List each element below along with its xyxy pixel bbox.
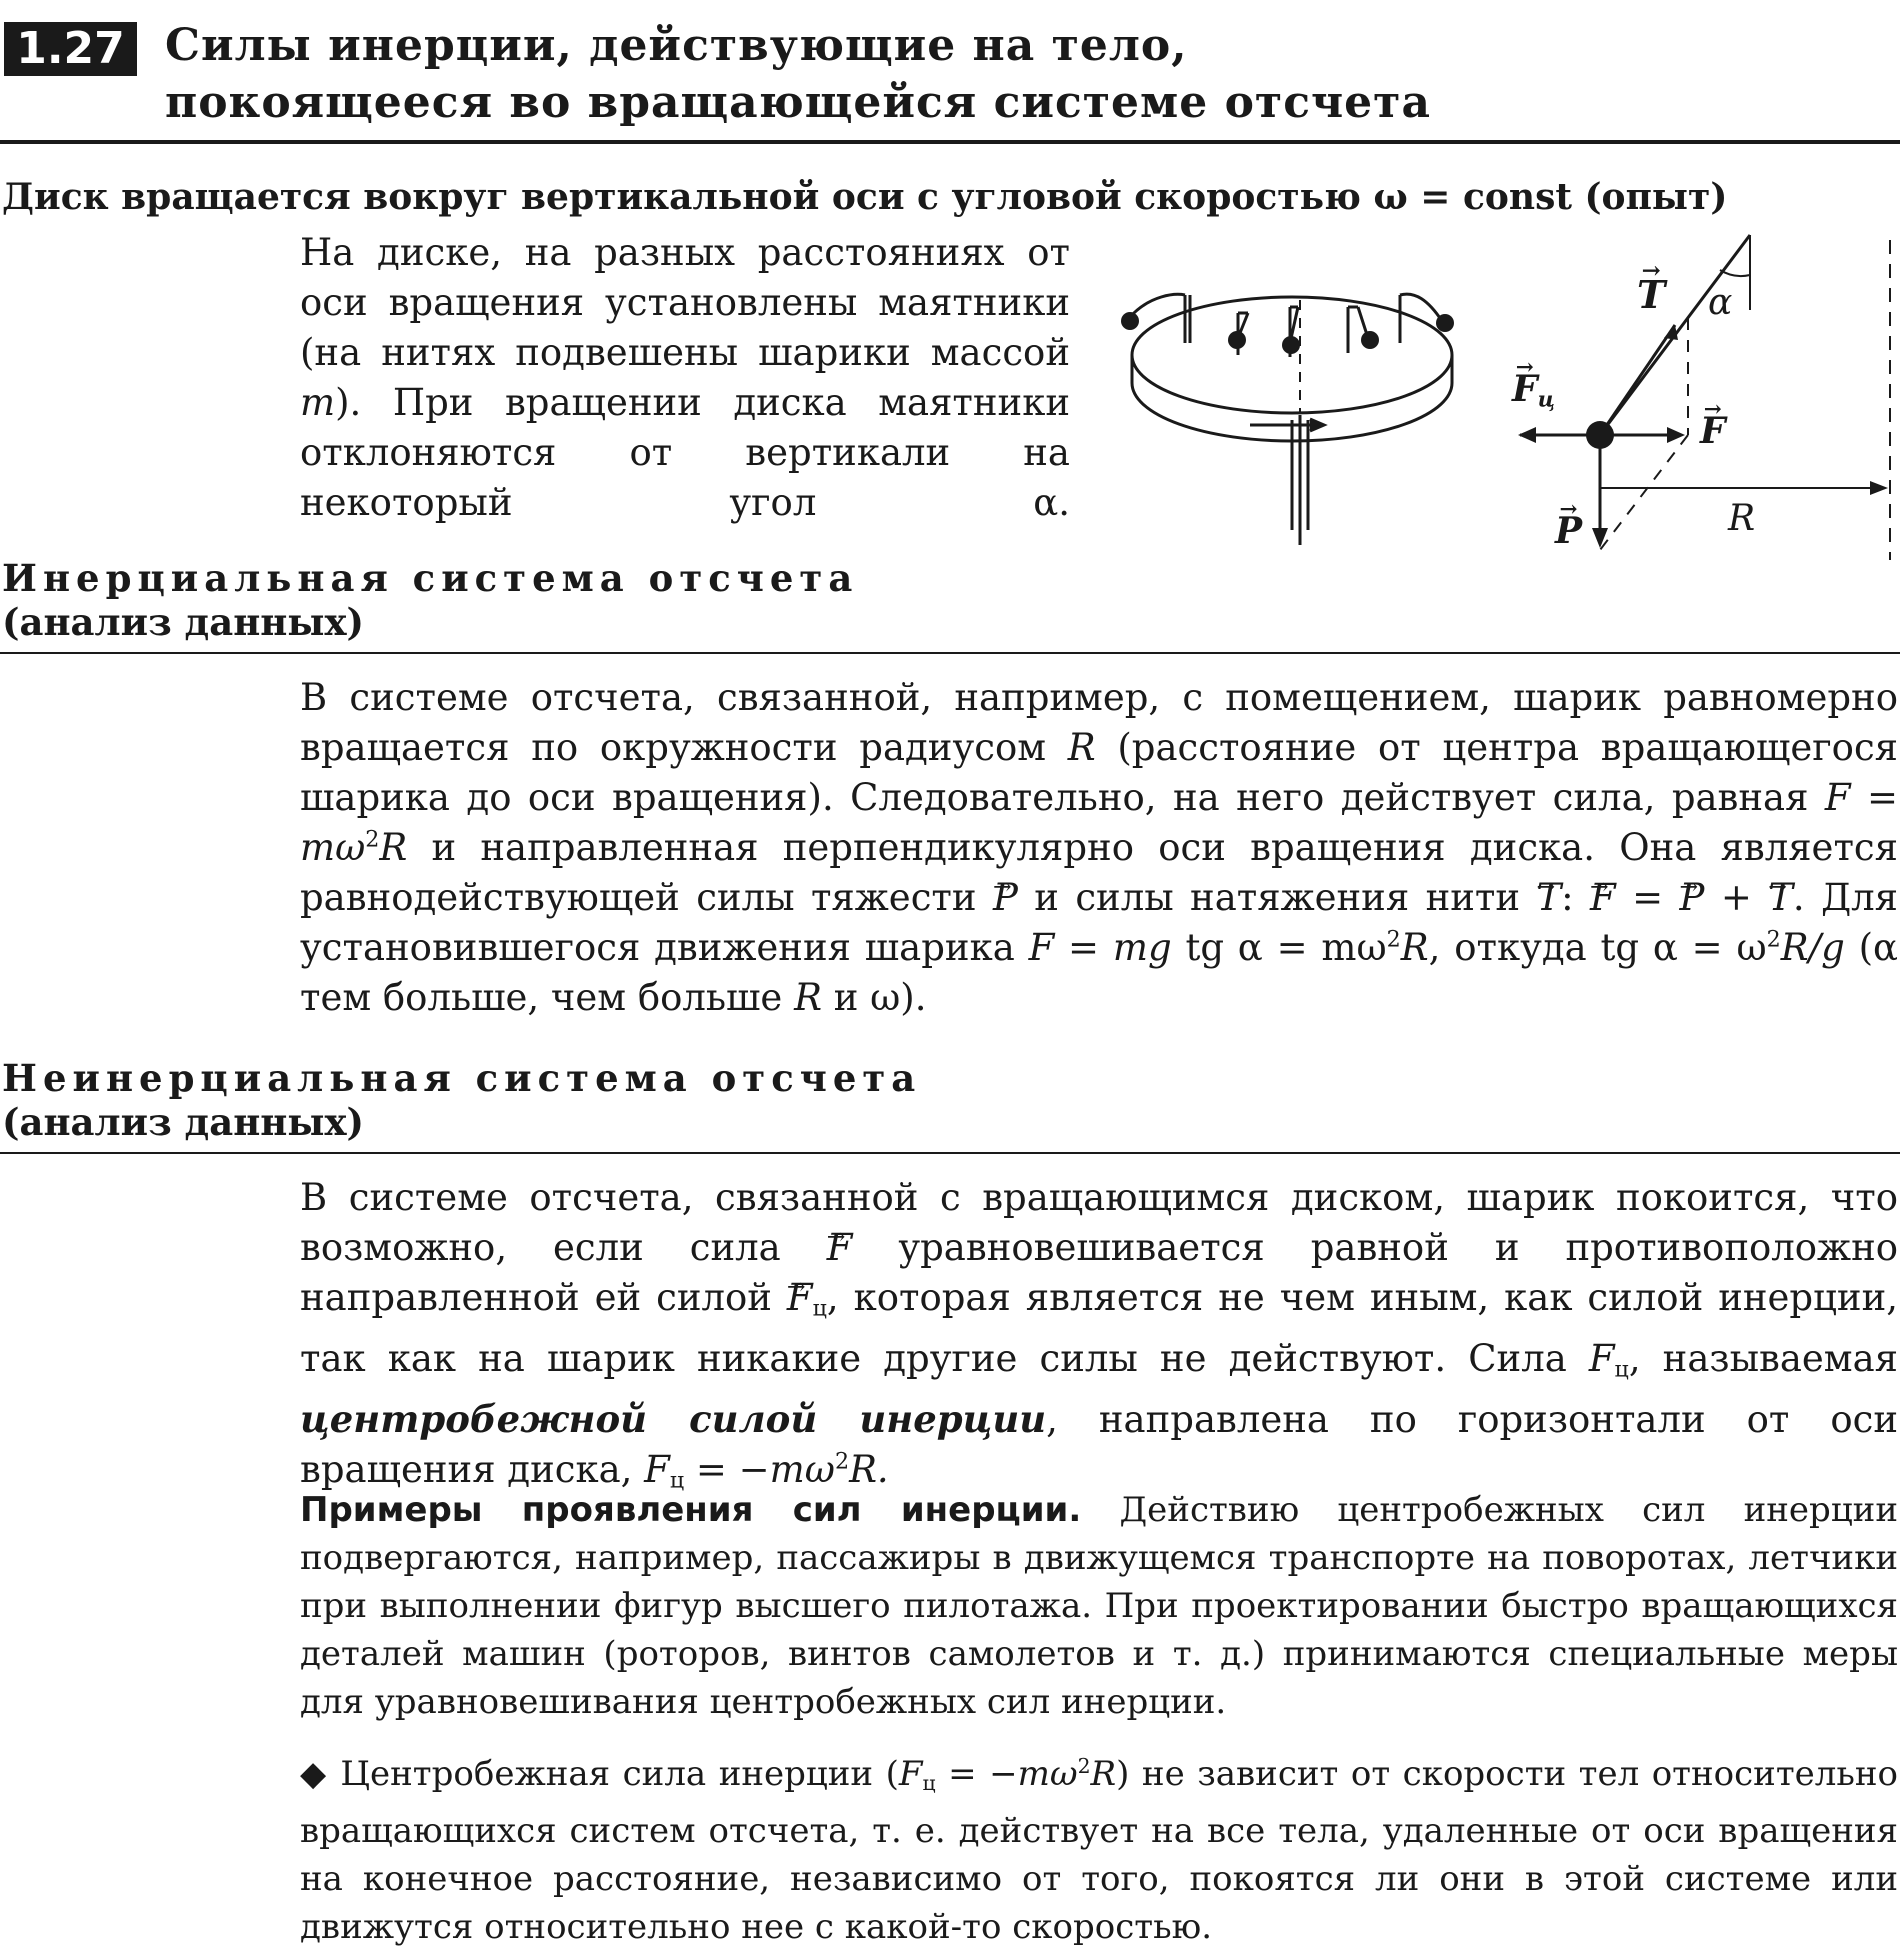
inertial-text: В системе отсчета, связанной, например, с помещением, шарик равномерно вращается по окружности радиусом R (расстояние от центра вращающегося шарика до оси вращения). Следовательно, на него действует сила, равная $F = m\omega^2R$ и направленная перпендикулярно оси вращения диска. Она является равнодействующей силы тяжести → P и силы натяжения нити → T: → F = → P + → T. Для установившегося движения шарика F = mg tg $\alpha = m\omega^2R$, откуда tg $\alpha = \omega^2R/g$ (α тем больше, чем больше R и ω). (300, 673, 1898, 1023)
centrifugal-term: центробежной силой инерции (300, 1397, 1047, 1442)
inertial-heading: Инерциальная система отсчета (2, 556, 859, 600)
noninertial-subheading: (анализ данных) (2, 1100, 365, 1144)
section-number-badge: 1.27 (4, 22, 137, 76)
page-title-line-1: Силы инерции, действующие на тело, (165, 20, 1188, 71)
experiment-text: На диске, на разных расстояниях от оси вращения установлены маятники (на нитях подвешены шарики массой m). При вращении диска маятники отклоняются от вертикали на некоторый угол α. (300, 231, 1070, 524)
label-alpha: α (1708, 282, 1733, 323)
label-radius: R (1728, 498, 1756, 539)
label-resultant-force: → F (1700, 410, 1726, 452)
note-paragraph: ◆ Центробежная сила инерции $(F_ц = -m\omega^2R)$ не зависит от скорости тел относительно вращающихся систем отсчета, т. е. действует на все тела, удаленные от оси вращения на конечное расстояние, независимо от того, покоятся ли они в этой системе или движутся относительно нее с какой-то скоростью. (300, 1753, 1898, 1948)
page-title-line-2: покоящееся во вращающейся системе отсчета (165, 77, 1431, 128)
label-gravity: → P (1555, 510, 1582, 552)
label-centrifugal-force: → $F_ц$ (1512, 368, 1555, 412)
label-tension: → T (1637, 272, 1665, 317)
inertial-subheading: (анализ данных) (2, 600, 365, 644)
noninertial-text: В системе отсчета, связанной с вращающимся диском, шарик покоится, что возможно, если сила → F уравновешивается равной и противоположно направленной ей силой → $F_ц$, которая является не чем иным, как силой инерции, так как на шарик никакие другие силы не действуют. Сила $F_ц$, называемая центробежной силой инерции, направлена по горизонтали от оси вращения диска, $F_ц = -m\omega^2R$. (300, 1173, 1898, 1506)
examples-label: Примеры проявления сил инерции. (300, 1490, 1082, 1530)
diamond-bullet-icon: ◆ (300, 1754, 328, 1794)
title-divider (0, 140, 1900, 144)
inertial-divider (0, 652, 1900, 654)
examples-paragraph: Примеры проявления сил инерции. Действию центробежных сил инерции подвергаются, например, пассажиры в движущемся транспорте на поворотах, летчики при выполнении фигур высшего пилотажа. При проектировании быстро вращающихся деталей машин (роторов, винтов самолетов и т. д.) принимаются специальные меры для уравновешивания центробежных сил инерции. (300, 1490, 1899, 1722)
experiment-heading: Диск вращается вокруг вертикальной оси с угловой скоростью ω = const (опыт) (2, 176, 1728, 218)
noninertial-divider (0, 1152, 1900, 1154)
noninertial-heading: Неинерциальная система отсчета (2, 1056, 922, 1100)
disk-pendulums-illustration (1110, 225, 1490, 545)
